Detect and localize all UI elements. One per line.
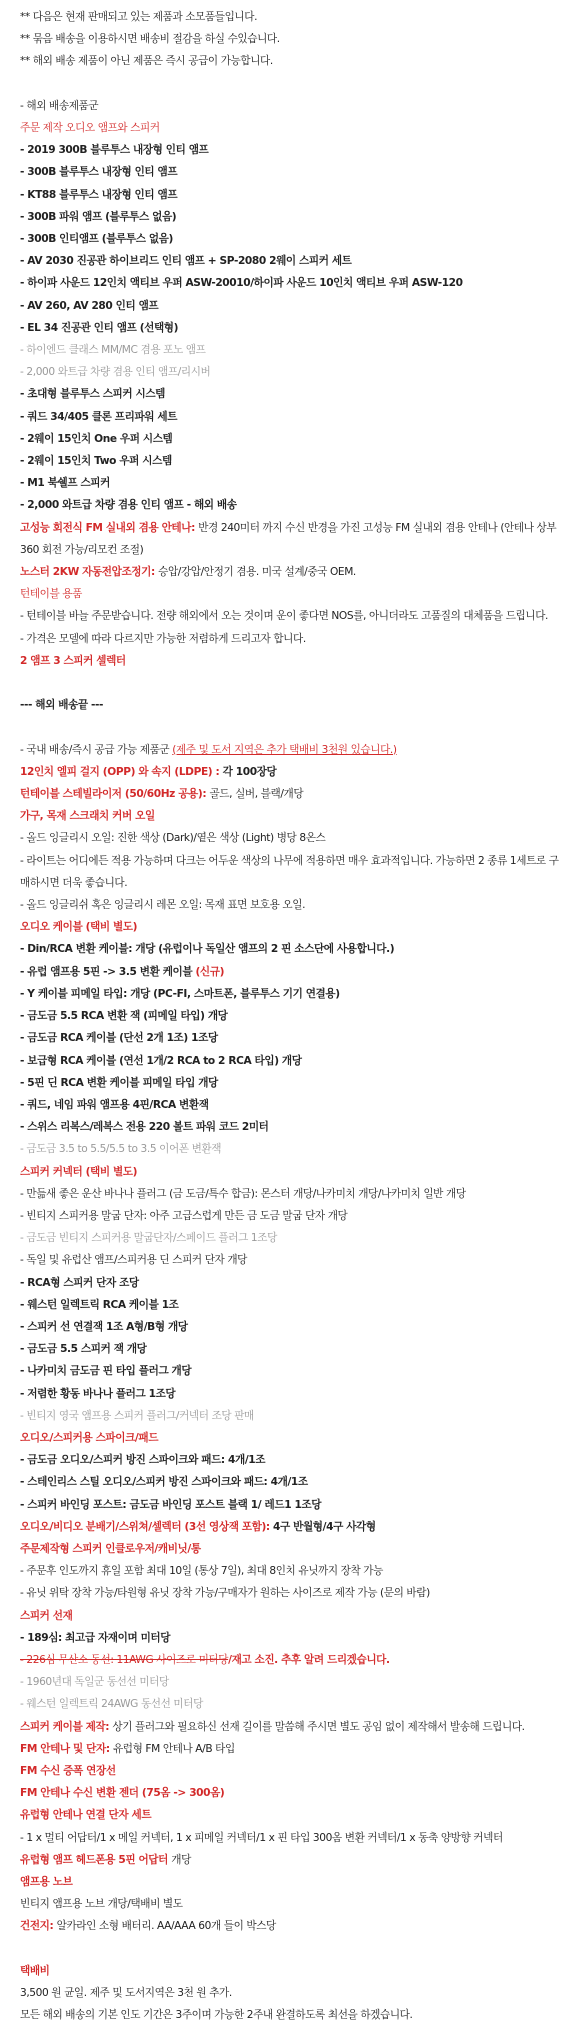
text-segment: - 쿼드, 네임 파워 앰프용 4핀/RCA 변환잭 <box>20 1098 209 1111</box>
text-line <box>20 383 560 405</box>
text-segment: - 웨스턴 일렉트릭 RCA 케이블 1조 <box>20 1298 179 1311</box>
text-segment: - M1 북쉘프 스피커 <box>20 477 110 490</box>
text-segment: - 2,000 와트급 차량 겸용 인티 앰프 - 해외 배송 <box>20 499 237 512</box>
text-line <box>20 206 560 228</box>
text-line <box>20 1161 560 1183</box>
text-segment: - 독일 및 유럽산 앰프/스피커용 딘 스피커 단자 개당 <box>20 1254 248 1267</box>
text-line <box>20 250 560 272</box>
text-segment: 12인치 엘피 걸지 (OPP) 와 속지 (LDPE) : <box>20 765 223 778</box>
text-line <box>20 1871 560 1893</box>
text-segment: - 5핀 딘 RCA 변환 케이블 피메일 타입 개당 <box>20 1076 218 1089</box>
text-segment: 오디오/비디오 분배기/스위쳐/셀렉터 (3선 영상잭 포함): <box>20 1520 274 1533</box>
text-segment: - 올드 잉글리쉬 혹은 잉글리시 레몬 오일: 목재 표면 보호용 오일. <box>20 899 306 912</box>
text-line <box>20 583 560 605</box>
text-line <box>20 1272 560 1294</box>
text-segment: 알카라인 소형 배터리. AA/AAA 60개 들이 박스당 <box>56 1920 276 1933</box>
text-segment: - AV 2030 진공관 하이브리드 인티 앰프 + SP-2080 2웨이 스피커 세트 <box>20 255 352 268</box>
text-line <box>20 1649 560 1671</box>
text-segment: - KT88 블루투스 내장형 인티 앰프 <box>20 188 178 201</box>
text-segment: - AV 260, AV 280 인티 앰프 <box>20 299 159 312</box>
text-segment: 택배비 <box>20 1964 50 1977</box>
text-line <box>20 1627 560 1649</box>
text-segment: FM 안테나 및 단자: <box>20 1742 113 1755</box>
text-line <box>20 1072 560 1094</box>
blank-line <box>20 73 560 95</box>
text-line <box>20 317 560 339</box>
text-segment: ** 묶음 배송을 이용하시면 배송비 절감을 하실 수있습니다. <box>20 33 280 46</box>
text-line <box>20 6 560 28</box>
text-line <box>20 961 560 983</box>
text-segment: 유럽형 앰프 헤드폰용 5핀 어답터 <box>20 1853 172 1866</box>
text-segment: - 라이트는 어디에든 적용 가능하며 다크는 어두운 색상의 나무에 적용하면 매우 효과적입니다. 가능하면 2 종류 1세트로 구매하시면 더욱 좋습니다. <box>20 854 559 889</box>
text-line <box>20 1849 560 1871</box>
text-segment: - 금도금 3.5 to 5.5/5.5 to 3.5 이어폰 변환잭 <box>20 1143 222 1156</box>
text-line <box>20 1960 560 1982</box>
text-segment: - 빈티지 스피커용 말굽 단자: 아주 고급스럽게 만든 금 도금 말굽 단자 개당 <box>20 1209 348 1222</box>
text-segment: - 국내 배송/즉시 공급 가능 제품군 <box>20 743 173 756</box>
text-line <box>20 1560 560 1582</box>
text-segment: - 만듦새 좋은 운산 바나나 플러그 (금 도금/특수 합금): 몬스터 개당/나카미치 개당/나카미치 일반 개당 <box>20 1187 466 1200</box>
text-line <box>20 1427 560 1449</box>
text-segment: 주문 제작 오디오 앰프와 스피커 <box>20 122 160 134</box>
product-list-document <box>20 6 560 2026</box>
text-line <box>20 739 560 761</box>
text-line <box>20 561 560 583</box>
text-segment: 골드, 실버, 블랙/개당 <box>209 788 304 801</box>
text-line <box>20 1471 560 1493</box>
text-segment: - Y 케이블 피메일 타입: 개당 (PC-FI, 스마트폰, 블루투스 기기 연결용) <box>20 987 340 1000</box>
text-line <box>20 1982 560 2004</box>
text-segment: - 쿼드 34/405 클론 프리파워 세트 <box>20 410 178 423</box>
text-line <box>20 1227 560 1249</box>
text-segment: - 1 x 멀티 어답터/1 x 메일 커넥터, 1 x 피메일 커넥터/1 x 핀 타입 300옴 변환 커넥터/1 x 동축 양방향 커넥터 <box>20 1831 503 1844</box>
text-segment: - 주문후 인도까지 휴일 포함 최대 10일 (통상 7일), 최대 8인치 유닛까지 장착 가능 <box>20 1565 383 1578</box>
text-segment: 가구, 목재 스크래치 커버 오일 <box>20 810 155 823</box>
text-line <box>20 1183 560 1205</box>
text-segment: - 300B 파워 앰프 (블루투스 없음) <box>20 210 177 223</box>
text-line <box>20 1050 560 1072</box>
text-line <box>20 1893 560 1915</box>
text-segment: - 2웨이 15인치 One 우퍼 시스템 <box>20 432 173 445</box>
text-segment: - RCA형 스피커 단자 조당 <box>20 1276 139 1289</box>
text-line <box>20 1671 560 1693</box>
text-segment: - 2웨이 15인치 Two 우퍼 시스템 <box>20 455 172 468</box>
text-segment: 3,500 원 균일. 제주 및 도서지역은 3천 원 추가. <box>20 1987 232 2000</box>
text-segment: - 나카미치 금도금 핀 타입 플러그 개당 <box>20 1365 192 1378</box>
text-line <box>20 1027 560 1049</box>
text-segment: - 유닛 위탁 장착 가능/타원형 유닛 장착 가능/구매자가 원하는 사이즈로 제작 가능 (문의 바람) <box>20 1587 430 1600</box>
text-line <box>20 1360 560 1382</box>
text-line <box>20 1605 560 1627</box>
text-line <box>20 117 560 139</box>
text-segment: 건전지: <box>20 1920 57 1933</box>
text-line <box>20 2004 560 2026</box>
text-line <box>20 628 560 650</box>
text-segment: - 스테인리스 스틸 오디오/스피커 방진 스파이크와 패드: 4개/1조 <box>20 1476 308 1489</box>
text-segment: FM 수신 증폭 연장선 <box>20 1765 116 1777</box>
text-line <box>20 184 560 206</box>
text-segment: 승압/강압/안정기 겸용. 미국 설계/중국 OEM. <box>158 566 356 579</box>
text-line <box>20 1294 560 1316</box>
text-line <box>20 650 560 672</box>
text-line <box>20 1582 560 1604</box>
text-segment: (제주 및 도서 지역은 추가 택배비 3천원 있습니다.) <box>172 743 397 756</box>
text-segment: - 189심: 최고급 자재이며 미터당 <box>20 1631 171 1644</box>
text-line <box>20 161 560 183</box>
text-line <box>20 1804 560 1826</box>
text-line <box>20 1782 560 1804</box>
text-line <box>20 1205 560 1227</box>
text-segment: - 스피커 선 연결잭 1조 A형/B형 개당 <box>20 1320 188 1333</box>
text-segment: 오디오 케이블 (택비 별도) <box>20 921 138 934</box>
text-line <box>20 983 560 1005</box>
text-segment: - EL 34 진공관 인티 앰프 (선택형) <box>20 321 179 334</box>
text-segment: - 스위스 리복스/레복스 전용 220 볼트 파워 코드 2미터 <box>20 1121 269 1134</box>
text-line <box>20 1094 560 1116</box>
text-segment: - 226심 무산소 동선: 11AWG 사이즈로 미터당 <box>20 1653 229 1666</box>
text-segment: - 턴테이블 바늘 주문받습니다. 전량 해외에서 오는 것이며 운이 좋다면 NOS를, 아니더라도 고품질의 대체품을 드립니다. <box>20 610 548 623</box>
text-line <box>20 139 560 161</box>
text-line <box>20 428 560 450</box>
text-line <box>20 605 560 627</box>
text-segment: 유럽형 FM 안테나 A/B 타입 <box>112 1742 235 1755</box>
text-segment: 주문제작형 스피커 인클로우저/캐비닛/통 <box>20 1542 201 1555</box>
text-line <box>20 295 560 317</box>
text-segment: - 가격은 모델에 따라 다르지만 가능한 저렴하게 드리고자 합니다. <box>20 632 306 645</box>
text-line <box>20 361 560 383</box>
text-line <box>20 1716 560 1738</box>
text-line <box>20 850 560 894</box>
text-segment: - 하이파 사운드 12인치 액티브 우퍼 ASW-20010/하이파 사운드 10인치 액티브 우퍼 ASW-120 <box>20 277 463 290</box>
text-line <box>20 694 560 716</box>
text-segment: 4구 반월형/4구 사각형 <box>273 1520 376 1533</box>
text-segment: - 300B 인티앰프 (블루투스 없음) <box>20 233 173 246</box>
text-segment: - 보급형 RCA 케이블 (연선 1개/2 RCA to 2 RCA 타입) 개당 <box>20 1054 302 1067</box>
text-segment: 오디오/스피커용 스파이크/패드 <box>20 1431 159 1444</box>
text-line <box>20 916 560 938</box>
text-segment: - 300B 블루투스 내장형 인티 앰프 <box>20 166 178 179</box>
text-line <box>20 1449 560 1471</box>
text-segment: 턴테이블 스테빌라이저 (50/60Hz 공용): <box>20 788 210 801</box>
text-segment: - 유럽 앰프용 5핀 -> 3.5 변환 케이블 <box>20 965 196 978</box>
text-line <box>20 894 560 916</box>
text-line <box>20 50 560 72</box>
text-segment: - 금도금 5.5 스피커 잭 개당 <box>20 1343 147 1356</box>
text-segment: - Din/RCA 변환 케이블: 개당 (유럽이나 독일산 앰프의 2 핀 소스단에 사용합니다.) <box>20 943 395 956</box>
text-line <box>20 1827 560 1849</box>
text-line <box>20 805 560 827</box>
text-line <box>20 1316 560 1338</box>
blank-line <box>20 716 560 738</box>
text-line <box>20 517 560 561</box>
text-line <box>20 1693 560 1715</box>
text-segment: FM 안테나 수신 변환 젠더 (75옴 -> 300옴) <box>20 1787 225 1800</box>
text-segment: - 2,000 와트급 차량 겸용 인티 앰프/리시버 <box>20 366 211 379</box>
text-line <box>20 339 560 361</box>
text-line <box>20 761 560 783</box>
text-segment: 턴테이블 용품 <box>20 588 82 601</box>
text-segment: ** 해외 배송 제품이 아닌 제품은 즉시 공급이 가능합니다. <box>20 55 273 68</box>
text-segment: ** 다음은 현재 판매되고 있는 제품과 소모품들입니다. <box>20 11 258 23</box>
text-line <box>20 406 560 428</box>
text-segment: 모든 해외 배송의 기본 인도 기간은 3주이며 가능한 2주내 완결하도록 최선을 하겠습니다. <box>20 2009 413 2022</box>
text-segment: - 올드 잉글리시 오일: 진한 색상 (Dark)/옅은 색상 (Light) 병당 8온스 <box>20 832 326 845</box>
text-segment: 상기 플러그와 필요하신 선재 길이를 말씀해 주시면 별도 공임 없이 제작해서 발송해 드립니다. <box>112 1720 525 1733</box>
text-line <box>20 95 560 117</box>
text-line <box>20 1383 560 1405</box>
text-line <box>20 1249 560 1271</box>
text-segment: - 해외 배송제품군 <box>20 99 99 112</box>
text-line <box>20 494 560 516</box>
text-segment: 반경 240미터 까지 수신 반경을 가진 고성능 FM 실내외 겸용 안테나 (안테나 상부 360 회전 가능/리모컨 조절) <box>20 521 557 556</box>
text-segment: 스피커 커넥터 (택비 별도) <box>20 1165 138 1178</box>
text-segment: 각 100장당 <box>222 765 277 778</box>
text-segment: - 1960년대 독일군 동선선 미터당 <box>20 1676 169 1689</box>
text-line <box>20 1760 560 1782</box>
text-line <box>20 1538 560 1560</box>
text-segment: - 웨스턴 일렉트릭 24AWG 동선선 미터당 <box>20 1698 203 1711</box>
text-line <box>20 228 560 250</box>
text-segment: 앰프용 노브 <box>20 1876 73 1889</box>
text-segment: 2 앰프 3 스피커 셀렉터 <box>20 654 126 667</box>
blank-line <box>20 672 560 694</box>
text-segment: 노스터 2KW 자동전압조정기: <box>20 566 159 579</box>
text-line <box>20 1494 560 1516</box>
text-line <box>20 450 560 472</box>
text-segment: 빈티지 앰프용 노브 개당/택배비 별도 <box>20 1898 183 1911</box>
text-segment: --- 해외 배송끝 --- <box>20 699 104 712</box>
text-line <box>20 1915 560 1937</box>
text-line <box>20 783 560 805</box>
text-line <box>20 1005 560 1027</box>
text-line <box>20 272 560 294</box>
text-segment: - 저렴한 황동 바나나 플러그 1조당 <box>20 1387 176 1400</box>
text-segment: (신규) <box>195 965 225 978</box>
text-segment: - 금도금 5.5 RCA 변환 잭 (피메일 타입) 개당 <box>20 1010 228 1023</box>
text-segment: 스피커 케이블 제작: <box>20 1720 113 1733</box>
text-line <box>20 938 560 960</box>
text-segment: - 금도금 빈티지 스피커용 말굽단자/스페이드 플러그 1조당 <box>20 1232 277 1245</box>
text-segment: - 스피커 바인딩 포스트: 금도금 바인딩 포스트 블랙 1/ 레드1 1조당 <box>20 1498 322 1511</box>
text-segment: 고성능 회전식 FM 실내외 겸용 안테나: <box>20 521 199 534</box>
text-line <box>20 1516 560 1538</box>
text-line <box>20 28 560 50</box>
text-line <box>20 1116 560 1138</box>
text-segment: - 빈티지 영국 앰프용 스피커 플러그/커넥터 조당 판매 <box>20 1409 254 1422</box>
text-line <box>20 827 560 849</box>
text-segment: 유럽형 안테나 연결 단자 세트 <box>20 1809 152 1822</box>
text-segment: 개당 <box>171 1853 191 1866</box>
text-segment: 스피커 선재 <box>20 1609 73 1622</box>
text-segment: - 금도금 RCA 케이블 (단선 2개 1조) 1조당 <box>20 1032 218 1045</box>
text-segment: - 금도금 오디오/스피커 방진 스파이크와 패드: 4개/1조 <box>20 1454 266 1467</box>
text-segment: - 2019 300B 블루투스 내장형 인티 앰프 <box>20 144 209 157</box>
blank-line <box>20 1938 560 1960</box>
text-line <box>20 1338 560 1360</box>
text-segment: - 하이엔드 클래스 MM/MC 겸용 포노 앰프 <box>20 344 206 357</box>
text-segment: - 초대형 블루투스 스피커 시스템 <box>20 388 165 401</box>
text-segment: /재고 소진. 추후 알려 드리겠습니다. <box>228 1653 390 1666</box>
text-line <box>20 1738 560 1760</box>
text-line <box>20 1138 560 1160</box>
text-line <box>20 1405 560 1427</box>
text-line <box>20 472 560 494</box>
